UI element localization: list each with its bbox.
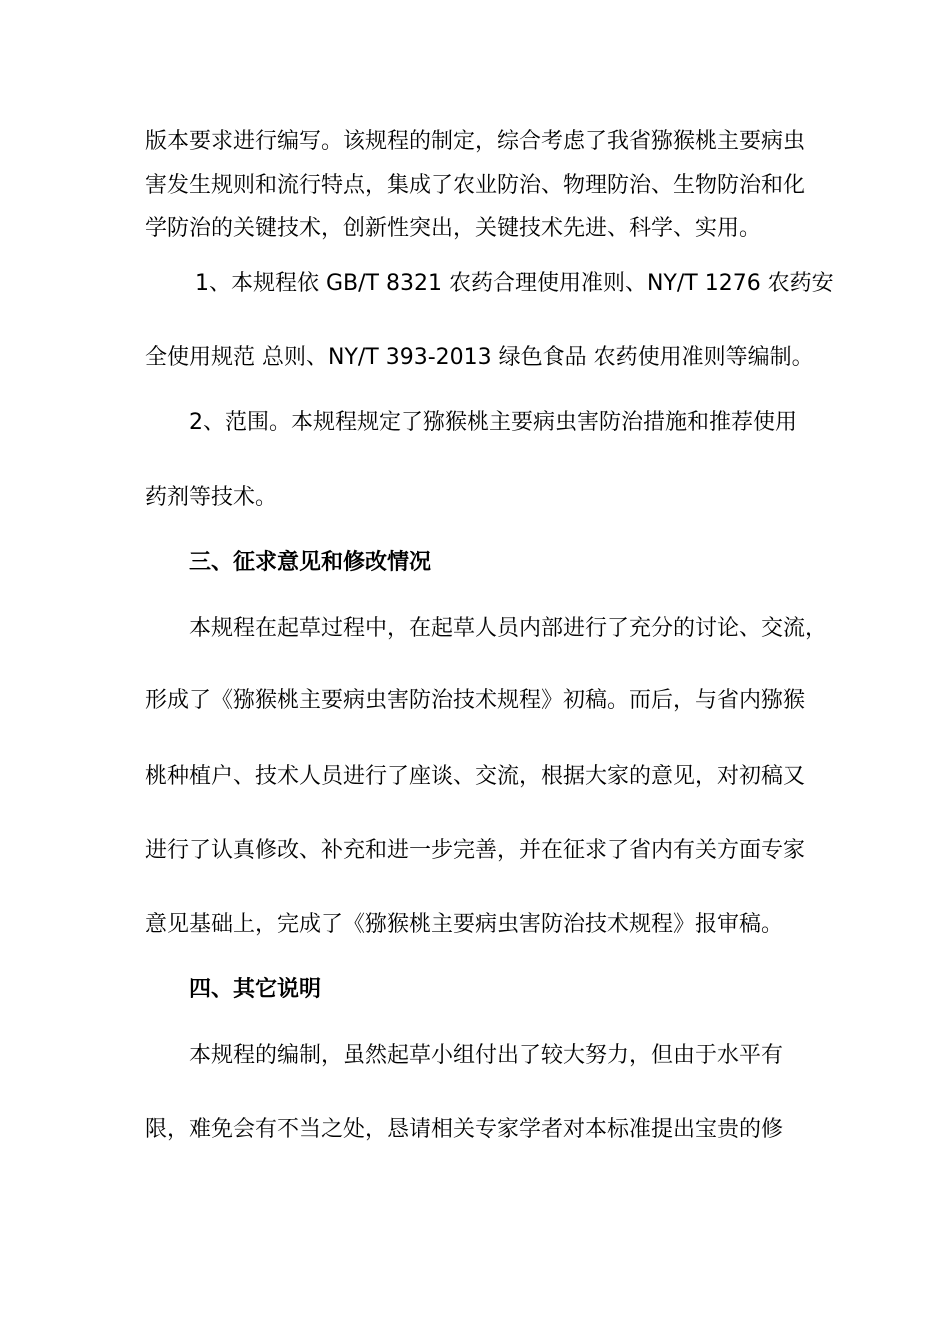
paragraph-line: 1、本规程依 GB/T 8321 农药合理使用准则、NY/T 1276 农药安: [195, 271, 834, 296]
paragraph-line: 本规程在起草过程中，在起草人员内部进行了充分的讨论、交流，: [189, 616, 828, 641]
paragraph-line: 2、范围。本规程规定了猕猴桃主要病虫害防治措施和推荐使用: [189, 410, 797, 435]
paragraph-line: 桃种植户、技术人员进行了座谈、交流，根据大家的意见，对初稿又: [145, 764, 806, 789]
section-heading: 四、其它说明: [189, 977, 322, 1002]
paragraph-line: 限，难免会有不当之处，恳请相关专家学者对本标准提出宝贵的修: [145, 1117, 784, 1142]
paragraph-line: 意见基础上，完成了《猕猴桃主要病虫害防治技术规程》报审稿。: [145, 912, 784, 937]
paragraph-line: 学防治的关键技术，创新性突出，关键技术先进、科学、实用。: [145, 216, 762, 241]
section-heading: 三、征求意见和修改情况: [189, 550, 432, 575]
paragraph-line: 药剂等技术。: [145, 485, 278, 510]
paragraph-line: 本规程的编制，虽然起草小组付出了较大努力，但由于水平有: [189, 1043, 784, 1068]
paragraph-line: 害发生规则和流行特点，集成了农业防治、物理防治、生物防治和化: [145, 173, 806, 198]
paragraph-line: 全使用规范 总则、NY/T 393-2013 绿色食品 农药使用准则等编制。: [145, 345, 814, 370]
paragraph-line: 形成了《猕猴桃主要病虫害防治技术规程》初稿。而后，与省内猕猴: [145, 688, 806, 713]
paragraph-line: 版本要求进行编写。该规程的制定，综合考虑了我省猕猴桃主要病虫: [145, 129, 806, 154]
paragraph-line: 进行了认真修改、补充和进一步完善，并在征求了省内有关方面专家: [145, 838, 806, 863]
